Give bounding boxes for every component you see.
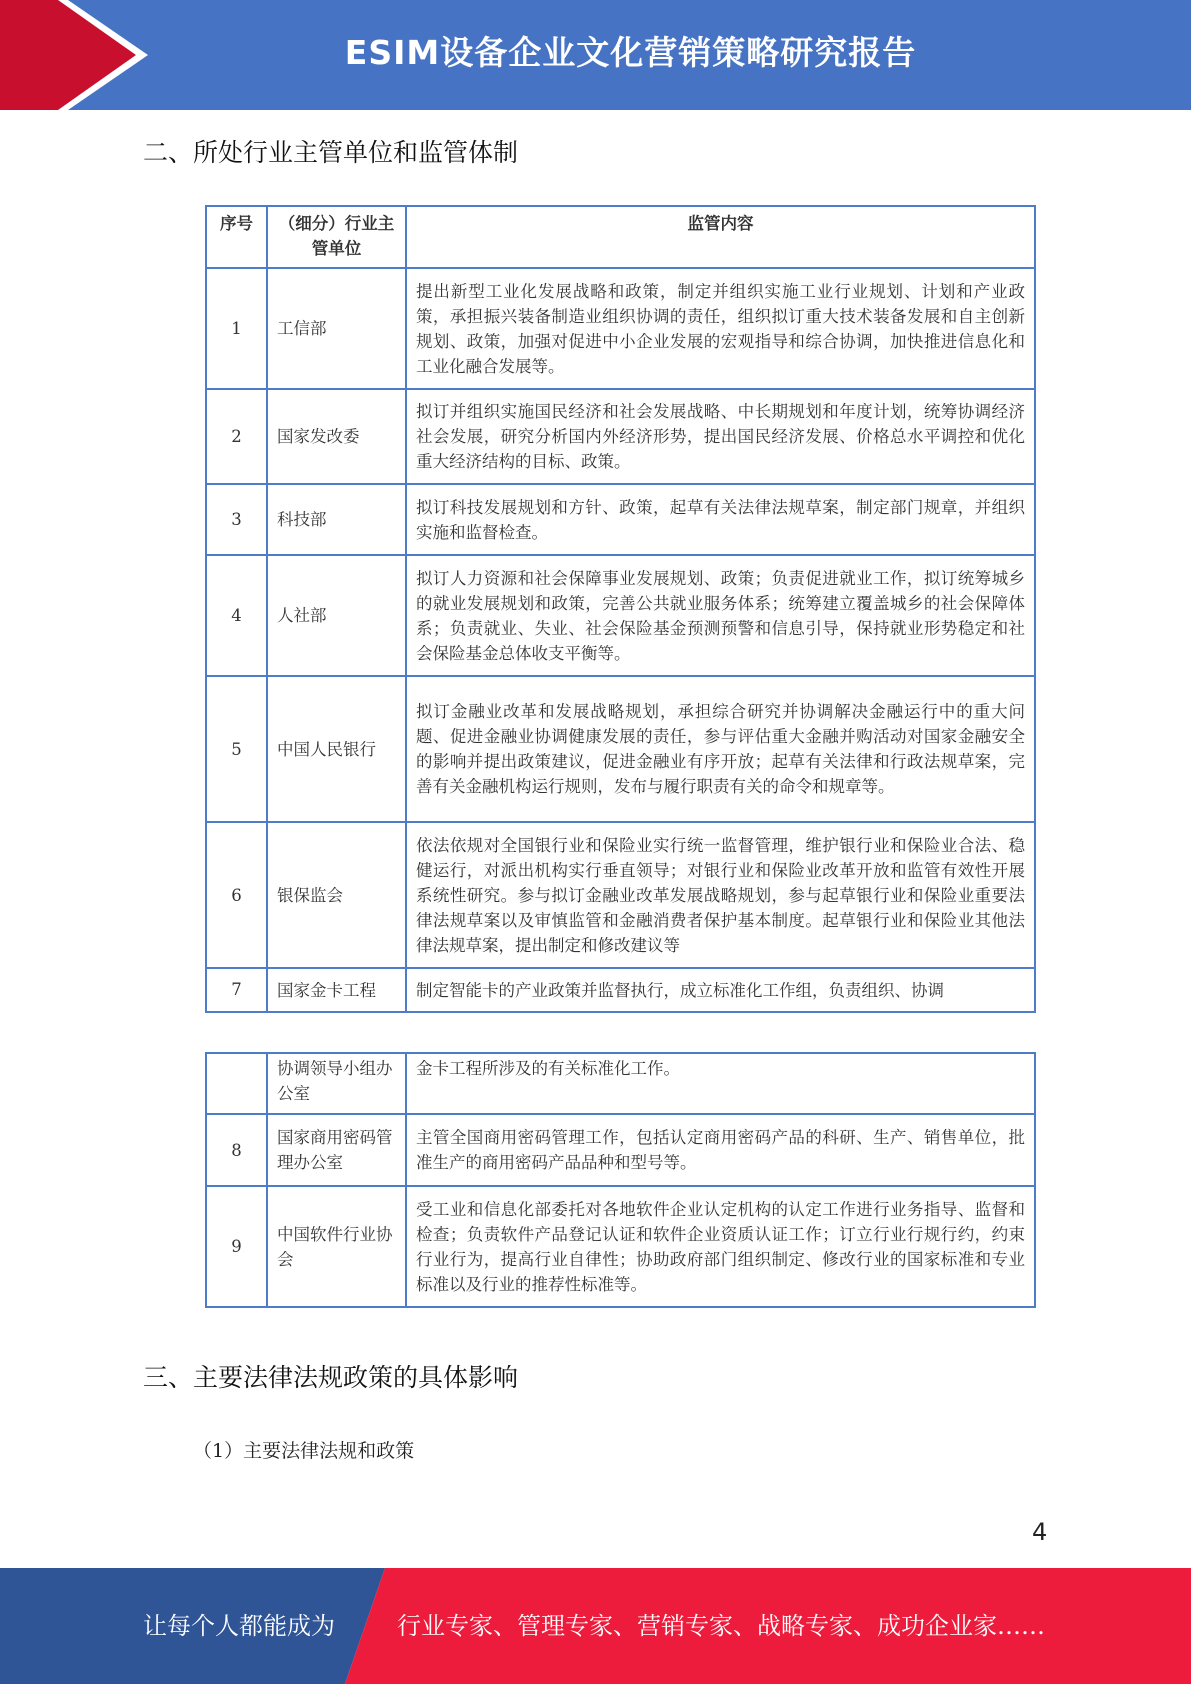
- row-no: 9: [206, 1186, 267, 1307]
- row-unit: 国家发改委: [267, 389, 406, 484]
- table-row: [206, 268, 1035, 389]
- table-row: [206, 676, 1035, 822]
- row-unit: 工信部: [267, 268, 406, 389]
- row-unit: 中国软件行业协会: [267, 1186, 406, 1307]
- row-content: 受工业和信息化部委托对各地软件企业认定机构的认定工作进行业务指导、监督和检查；负责软件产品登记认证和软件企业资质认证工作；订立行业行规行约，约束行业行为，提高行业自律性；协助政府部门组织制定、修改行业的国家标准和专业标准以及行业的推荐性标准等。: [406, 1186, 1035, 1307]
- row-no: 5: [206, 676, 267, 822]
- page-number: 4: [1032, 1518, 1048, 1546]
- table-row: [206, 968, 1035, 1012]
- row-content: 拟订科技发展规划和方针、政策，起草有关法律法规草案，制定部门规章，并组织实施和监督检查。: [406, 484, 1035, 555]
- row-no: 7: [206, 968, 267, 1012]
- row-content: 拟订人力资源和社会保障事业发展规划、政策；负责促进就业工作，拟订统筹城乡的就业发展规划和政策，完善公共就业服务体系；统筹建立覆盖城乡的社会保障体系；负责就业、失业、社会保险基金预测预警和信息引导，保持就业形势稳定和社会保险基金总体收支平衡等。: [406, 555, 1035, 676]
- row-unit: 银保监会: [267, 822, 406, 968]
- footer-slogan-left: 让每个人都能成为: [143, 1612, 335, 1640]
- section-heading-regulators: 二、所处行业主管单位和监管体制: [143, 138, 519, 167]
- footer-slogan-right: 行业专家、管理专家、营销专家、战略专家、成功企业家……: [397, 1612, 1045, 1640]
- header-no: 序号: [206, 206, 267, 268]
- row-unit: 科技部: [267, 484, 406, 555]
- row-no: 2: [206, 389, 267, 484]
- header-content: 监管内容: [406, 206, 1035, 268]
- row-content: 依法依规对全国银行业和保险业实行统一监督管理，维护银行业和保险业合法、稳健运行，对派出机构实行垂直领导；对银行业和保险业改革开放和监管有效性开展系统性研究。参与拟订金融业改革发展战略规划，参与起草银行业和保险业重要法律法规草案以及审慎监管和金融消费者保护基本制度。起草银行业和保险业其他法律法规草案，提出制定和修改建议等: [406, 822, 1035, 968]
- table-row: [206, 389, 1035, 484]
- row-no: 4: [206, 555, 267, 676]
- table-header-row: [206, 206, 1035, 268]
- row-content: 金卡工程所涉及的有关标准化工作。: [406, 1053, 1035, 1114]
- table-row: [206, 555, 1035, 676]
- table-row: [206, 822, 1035, 968]
- table-row: [206, 1053, 1035, 1114]
- row-no: 3: [206, 484, 267, 555]
- row-no: 8: [206, 1114, 267, 1186]
- page-footer: [0, 1568, 1191, 1684]
- row-unit: 人社部: [267, 555, 406, 676]
- row-content: 主管全国商用密码管理工作，包括认定商用密码产品的科研、生产、销售单位，批准生产的商用密码产品品种和型号等。: [406, 1114, 1035, 1186]
- header-unit: （细分）行业主管单位: [267, 206, 406, 268]
- page-header: [0, 0, 1191, 110]
- row-unit: 国家金卡工程: [267, 968, 406, 1012]
- subsection-heading: （1）主要法律法规和政策: [193, 1440, 415, 1462]
- row-content: 提出新型工业化发展战略和政策，制定并组织实施工业行业规划、计划和产业政策，承担振兴装备制造业组织协调的责任，组织拟订重大技术装备发展和自主创新规划、政策，加强对促进中小企业发展的宏观指导和综合协调，加快推进信息化和工业化融合发展等。: [406, 268, 1035, 389]
- section-heading-laws: 三、主要法律法规政策的具体影响: [143, 1363, 519, 1392]
- regulator-table-continued: [205, 1052, 1036, 1308]
- table-row: [206, 484, 1035, 555]
- row-unit: 中国人民银行: [267, 676, 406, 822]
- row-no: [206, 1053, 267, 1114]
- row-no: 1: [206, 268, 267, 389]
- row-content: 制定智能卡的产业政策并监督执行，成立标准化工作组，负责组织、协调: [406, 968, 1035, 1012]
- table-row: [206, 1114, 1035, 1186]
- table-row: [206, 1186, 1035, 1307]
- row-unit: 国家商用密码管理办公室: [267, 1114, 406, 1186]
- regulator-table: [205, 205, 1036, 1013]
- row-content: 拟订金融业改革和发展战略规划，承担综合研究并协调解决金融运行中的重大问题、促进金融业协调健康发展的责任，参与评估重大金融并购活动对国家金融安全的影响并提出政策建议，促进金融业有序开放；起草有关法律和行政法规草案，完善有关金融机构运行规则，发布与履行职责有关的命令和规章等。: [406, 676, 1035, 822]
- row-unit: 协调领导小组办公室: [267, 1053, 406, 1114]
- row-content: 拟订并组织实施国民经济和社会发展战略、中长期规划和年度计划，统筹协调经济社会发展，研究分析国内外经济形势，提出国民经济发展、价格总水平调控和优化重大经济结构的目标、政策。: [406, 389, 1035, 484]
- report-title: ESIM设备企业文化营销策略研究报告: [344, 33, 917, 72]
- row-no: 6: [206, 822, 267, 968]
